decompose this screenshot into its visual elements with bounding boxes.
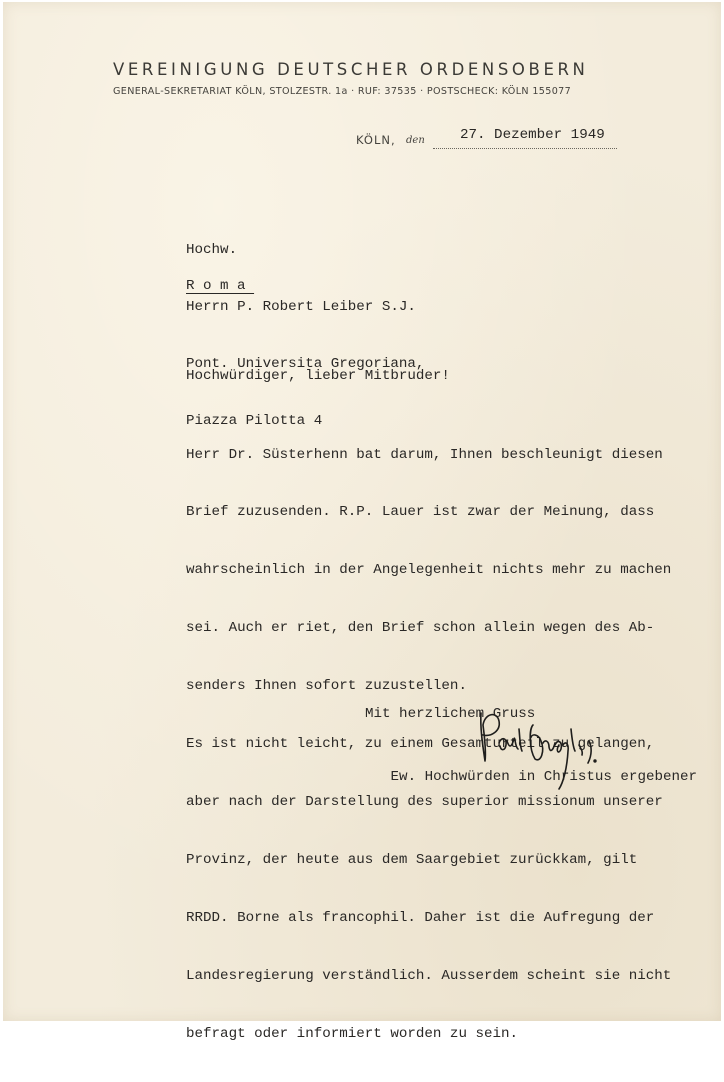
dateline-place: KÖLN,: [356, 133, 396, 147]
body-line: Brief zuzusenden. R.P. Lauer ist zwar der Meinung, dass: [186, 504, 655, 521]
closing-greeting: Mit herzlichem Gruss: [365, 706, 536, 722]
body-line: Provinz, der heute aus dem Saargebiet zurückkam, gilt: [186, 851, 638, 868]
body-line: befragt oder informiert worden zu sein.: [186, 1025, 519, 1042]
body-line: senders Ihnen sofort zuzustellen.: [186, 678, 467, 695]
salutation: Hochwürdiger, lieber Mitbruder!: [186, 368, 450, 384]
body-line: Landesregierung verständlich. Ausserdem scheint sie nicht: [186, 967, 672, 984]
recipient-line: Pont. Universita Gregoriana,: [186, 356, 425, 372]
body-line: RRDD. Borne als francophil. Daher ist die Aufregung der: [186, 909, 655, 926]
body-line: sei. Auch er riet, den Brief schon allein wegen des Ab-: [186, 620, 655, 637]
recipient-line: Hochw.: [186, 242, 238, 258]
letterhead-address: GENERAL-SEKRETARIAT KÖLN, STOLZESTR. 1a · RUF: 37535 · POSTSCHECK: KÖLN 155077: [113, 86, 572, 97]
dateline-den: den: [406, 135, 425, 146]
body-line: wahrscheinlich in der Angelegenheit nichts mehr zu machen: [186, 562, 672, 579]
recipient-line: Herrn P. Robert Leiber S.J.: [186, 299, 416, 315]
recipient-city: Roma: [186, 278, 255, 294]
letterhead-organization: VEREINIGUNG DEUTSCHER ORDENSOBERN: [113, 60, 589, 79]
dateline-dotted-rule: [433, 148, 617, 149]
body-line: aber nach der Darstellung des superior missionum unserer: [186, 793, 663, 810]
recipient-line: Piazza Pilotta 4: [186, 413, 323, 429]
letter-page: [3, 2, 721, 1042]
closing-valediction: Ew. Hochwürden in Christus ergebener: [365, 769, 698, 785]
letter-date: 27. Dezember 1949: [460, 127, 605, 143]
body-line: Es ist nicht leicht, zu einem Gesamturteil zu gelangen,: [186, 736, 655, 753]
handwritten-signature: [471, 699, 611, 799]
body-line: Herr Dr. Süsterhenn bat darum, Ihnen beschleunigt diesen: [186, 446, 663, 463]
